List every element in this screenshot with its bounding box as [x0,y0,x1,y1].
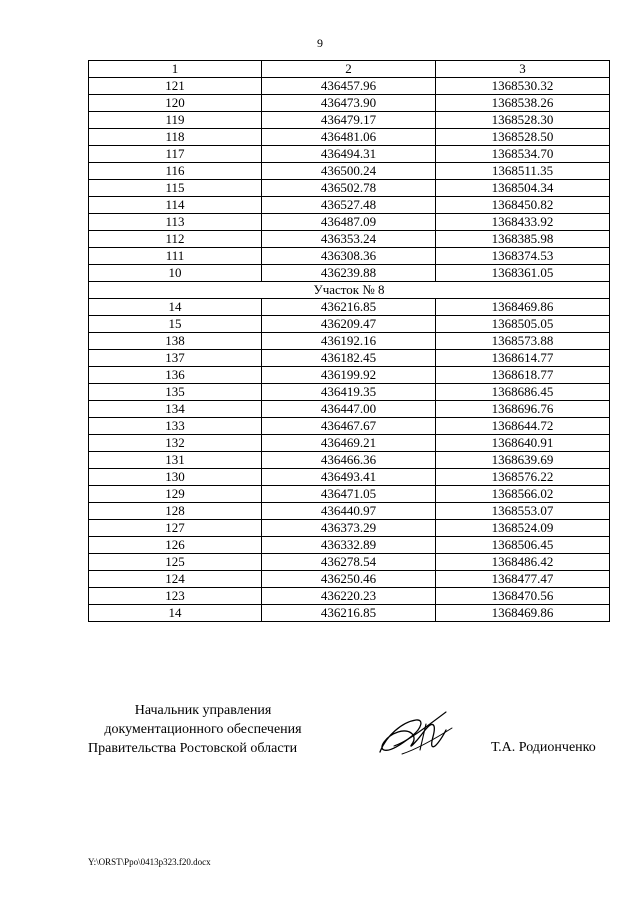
table-row [89,180,610,197]
column-header-point: 1 [89,61,262,78]
x-coordinate-cell: 436457.96 [262,78,436,95]
table-row [89,163,610,180]
point-number-cell: 10 [89,265,262,282]
point-number-cell: 113 [89,214,262,231]
point-number-cell: 134 [89,401,262,418]
y-coordinate-cell: 1368486.42 [436,554,610,571]
coordinates-table-body [89,61,610,622]
x-coordinate-cell: 436466.36 [262,452,436,469]
table-row [89,418,610,435]
table-row [89,129,610,146]
table-row [89,503,610,520]
y-coordinate-cell: 1368640.91 [436,435,610,452]
x-coordinate-cell: 436373.29 [262,520,436,537]
y-coordinate-cell: 1368614.77 [436,350,610,367]
table-row [89,214,610,231]
point-number-cell: 131 [89,452,262,469]
point-number-cell: 128 [89,503,262,520]
table-row [89,469,610,486]
y-coordinate-cell: 1368504.34 [436,180,610,197]
table-row [89,78,610,95]
y-coordinate-cell: 1368361.05 [436,265,610,282]
point-number-cell: 114 [89,197,262,214]
table-row [89,112,610,129]
point-number-cell: 15 [89,316,262,333]
y-coordinate-cell: 1368534.70 [436,146,610,163]
signer-name: Т.А. Родионченко [491,740,596,755]
y-coordinate-cell: 1368505.05 [436,316,610,333]
point-number-cell: 123 [89,588,262,605]
y-coordinate-cell: 1368576.22 [436,469,610,486]
x-coordinate-cell: 436471.05 [262,486,436,503]
point-number-cell: 130 [89,469,262,486]
table-row [89,350,610,367]
point-number-cell: 14 [89,605,262,622]
x-coordinate-cell: 436199.92 [262,367,436,384]
table-row [89,146,610,163]
x-coordinate-cell: 436447.00 [262,401,436,418]
x-coordinate-cell: 436209.47 [262,316,436,333]
x-coordinate-cell: 436419.35 [262,384,436,401]
table-row [89,248,610,265]
x-coordinate-cell: 436487.09 [262,214,436,231]
point-number-cell: 138 [89,333,262,350]
y-coordinate-cell: 1368553.07 [436,503,610,520]
x-coordinate-cell: 436332.89 [262,537,436,554]
point-number-cell: 127 [89,520,262,537]
section-title: Участок № 8 [89,282,610,299]
signature-title-line-1: Начальник управления [134,703,272,718]
table-row [89,605,610,622]
x-coordinate-cell: 436216.85 [262,605,436,622]
table-row [89,537,610,554]
x-coordinate-cell: 436481.06 [262,129,436,146]
x-coordinate-cell: 436494.31 [262,146,436,163]
point-number-cell: 14 [89,299,262,316]
point-number-cell: 115 [89,180,262,197]
point-number-cell: 118 [89,129,262,146]
y-coordinate-cell: 1368566.02 [436,486,610,503]
point-number-cell: 111 [89,248,262,265]
table-row [89,452,610,469]
y-coordinate-cell: 1368470.56 [436,588,610,605]
file-path-footer: Y:\ORST\Ppo\0413p323.f20.docx [88,857,211,867]
y-coordinate-cell: 1368511.35 [436,163,610,180]
point-number-cell: 125 [89,554,262,571]
y-coordinate-cell: 1368528.50 [436,129,610,146]
signature-title-line-2: документационного обеспечения [104,722,302,737]
y-coordinate-cell: 1368528.30 [436,112,610,129]
x-coordinate-cell: 436216.85 [262,299,436,316]
point-number-cell: 124 [89,571,262,588]
y-coordinate-cell: 1368469.86 [436,605,610,622]
y-coordinate-cell: 1368374.53 [436,248,610,265]
table-row [89,435,610,452]
x-coordinate-cell: 436220.23 [262,588,436,605]
y-coordinate-cell: 1368538.26 [436,95,610,112]
column-header-x: 2 [262,61,436,78]
x-coordinate-cell: 436353.24 [262,231,436,248]
y-coordinate-cell: 1368686.45 [436,384,610,401]
y-coordinate-cell: 1368573.88 [436,333,610,350]
y-coordinate-cell: 1368433.92 [436,214,610,231]
table-row [89,571,610,588]
x-coordinate-cell: 436469.21 [262,435,436,452]
y-coordinate-cell: 1368618.77 [436,367,610,384]
table-row [89,197,610,214]
coordinates-table [88,60,610,622]
table-row [89,384,610,401]
point-number-cell: 126 [89,537,262,554]
x-coordinate-cell: 436502.78 [262,180,436,197]
table-row [89,95,610,112]
table-row [89,367,610,384]
table-row [89,299,610,316]
point-number-cell: 132 [89,435,262,452]
y-coordinate-cell: 1368506.45 [436,537,610,554]
y-coordinate-cell: 1368469.86 [436,299,610,316]
y-coordinate-cell: 1368696.76 [436,401,610,418]
table-row [89,265,610,282]
table-row [89,231,610,248]
table-header-row [89,61,610,78]
x-coordinate-cell: 436440.97 [262,503,436,520]
table-row [89,486,610,503]
x-coordinate-cell: 436182.45 [262,350,436,367]
y-coordinate-cell: 1368477.47 [436,571,610,588]
point-number-cell: 116 [89,163,262,180]
column-header-y: 3 [436,61,610,78]
y-coordinate-cell: 1368524.09 [436,520,610,537]
y-coordinate-cell: 1368530.32 [436,78,610,95]
point-number-cell: 133 [89,418,262,435]
table-row [89,520,610,537]
point-number-cell: 121 [89,78,262,95]
point-number-cell: 117 [89,146,262,163]
point-number-cell: 129 [89,486,262,503]
x-coordinate-cell: 436239.88 [262,265,436,282]
point-number-cell: 119 [89,112,262,129]
point-number-cell: 137 [89,350,262,367]
x-coordinate-cell: 436250.46 [262,571,436,588]
x-coordinate-cell: 436473.90 [262,95,436,112]
x-coordinate-cell: 436479.17 [262,112,436,129]
y-coordinate-cell: 1368385.98 [436,231,610,248]
table-row [89,588,610,605]
handwritten-signature-icon [372,706,458,766]
x-coordinate-cell: 436493.41 [262,469,436,486]
section-row [89,282,610,299]
table-row [89,316,610,333]
table-row [89,401,610,418]
page-number: 9 [317,36,323,50]
y-coordinate-cell: 1368644.72 [436,418,610,435]
x-coordinate-cell: 436192.16 [262,333,436,350]
table-row [89,333,610,350]
point-number-cell: 135 [89,384,262,401]
signature-title-line-3: Правительства Ростовской области [88,741,298,756]
point-number-cell: 120 [89,95,262,112]
point-number-cell: 112 [89,231,262,248]
x-coordinate-cell: 436467.67 [262,418,436,435]
y-coordinate-cell: 1368450.82 [436,197,610,214]
x-coordinate-cell: 436278.54 [262,554,436,571]
x-coordinate-cell: 436308.36 [262,248,436,265]
table-row [89,554,610,571]
signature-title-block [88,701,328,758]
point-number-cell: 136 [89,367,262,384]
x-coordinate-cell: 436527.48 [262,197,436,214]
x-coordinate-cell: 436500.24 [262,163,436,180]
y-coordinate-cell: 1368639.69 [436,452,610,469]
